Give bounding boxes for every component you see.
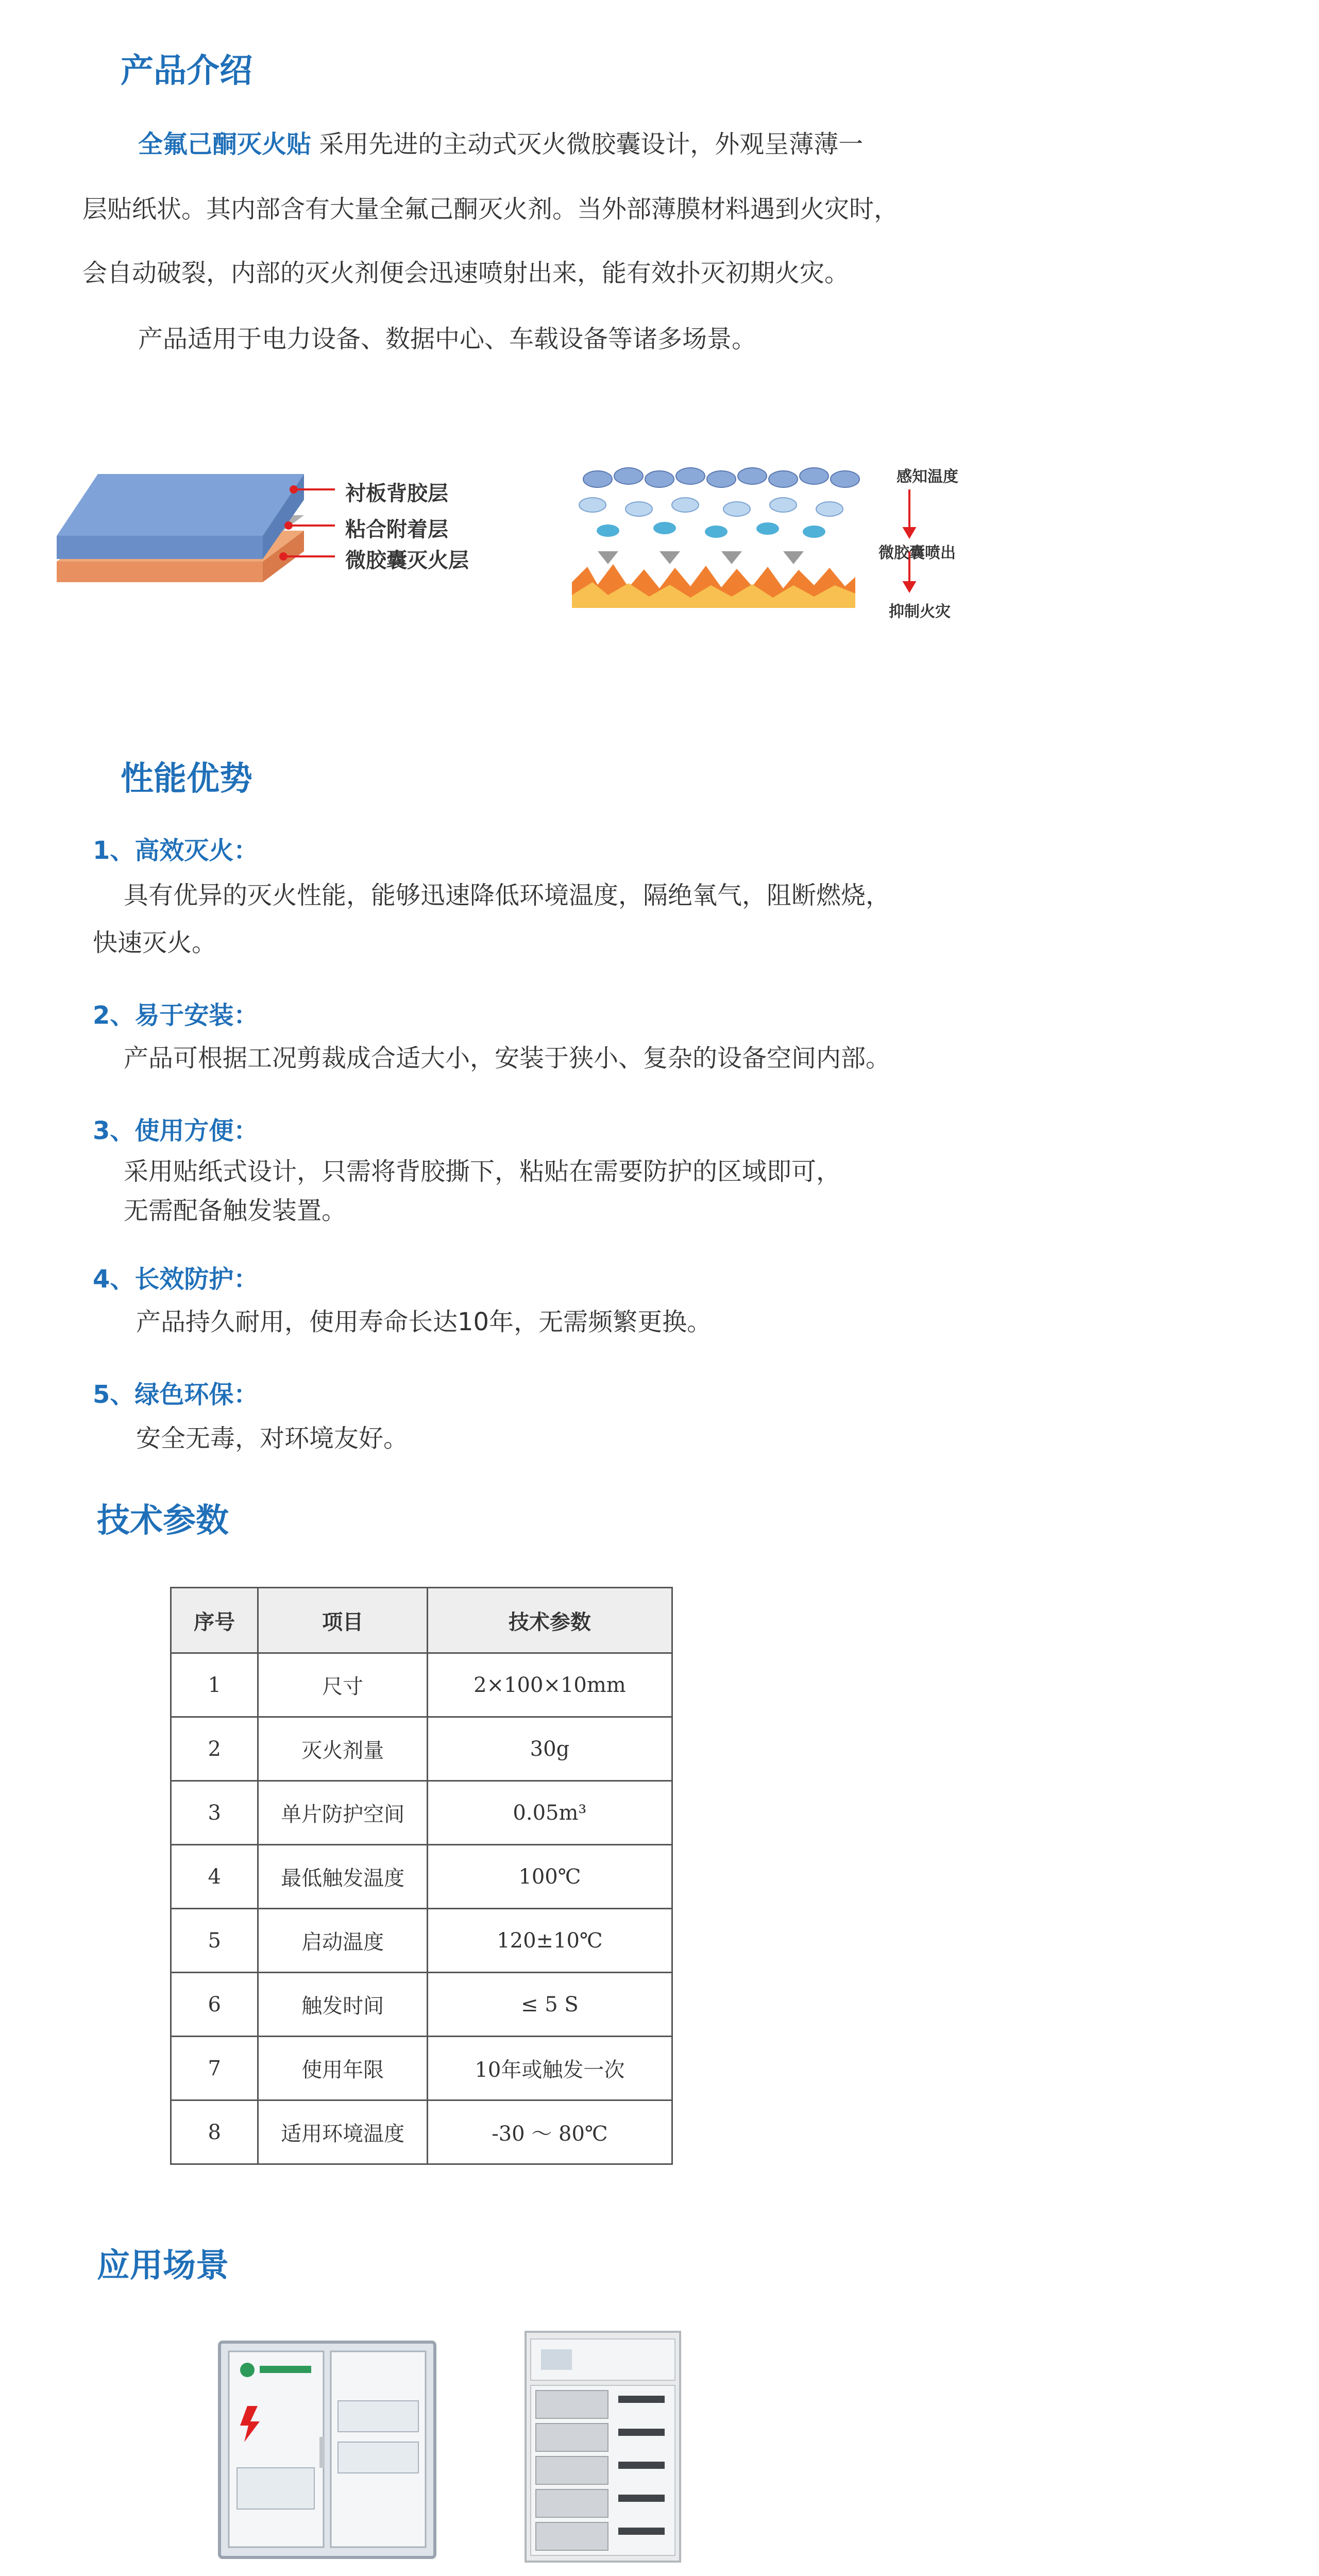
cell-index: 6	[171, 1973, 258, 2037]
cell-value: 100℃	[427, 1845, 672, 1909]
intro-line-2: 层贴纸状。其内部含有大量全氟己酮灭火剂。当外部薄膜材料遇到火灾时，	[82, 195, 899, 224]
intro-line-1-rest: 采用先进的主动式灭火微胶囊设计，外观呈薄薄一	[311, 130, 864, 159]
specs-col-index: 序号	[171, 1588, 258, 1653]
specs-col-value: 技术参数	[427, 1588, 672, 1653]
intro-line-4: 产品适用于电力设备、数据中心、车载设备等诸多场景。	[138, 325, 757, 353]
process-label-3: 抑制火灾	[889, 603, 951, 621]
cell-item: 单片防护空间	[258, 1781, 428, 1845]
cell-index: 5	[171, 1909, 258, 1973]
cell-value: -30 ～ 80℃	[427, 2100, 672, 2164]
intro-line-1	[138, 129, 863, 160]
specs-heading: 技术参数	[97, 1502, 229, 1540]
table-row	[171, 2100, 672, 2164]
layer-structure-diagram	[46, 453, 562, 623]
layer-label-2: 粘合附着层	[345, 518, 448, 541]
cell-value: 0.05m³	[427, 1781, 672, 1845]
cell-value: 30g	[427, 1717, 672, 1781]
advantage-text-2: 产品可根据工况剪裁成合适大小，安装于狭小、复杂的设备空间内部。	[124, 1044, 891, 1073]
cell-item: 启动温度	[258, 1909, 428, 1973]
intro-heading: 产品介绍	[121, 52, 252, 90]
advantage-text-1a: 具有优异的灭火性能，能够迅速降低环境温度，隔绝氧气，阻断燃烧，	[124, 881, 891, 910]
cell-index: 2	[171, 1717, 258, 1781]
cell-value: ≤ 5 S	[427, 1973, 672, 2037]
cell-item: 最低触发温度	[258, 1845, 428, 1909]
table-row	[171, 2037, 672, 2100]
cell-item: 适用环境温度	[258, 2100, 428, 2164]
specs-table	[170, 1587, 673, 2165]
advantage-text-1b: 快速灭火。	[93, 928, 217, 957]
cell-index: 7	[171, 2037, 258, 2100]
advantages-heading: 性能优势	[121, 760, 252, 798]
applications-heading: 应用场景	[97, 2247, 229, 2285]
advantage-text-5: 安全无毒，对环境友好。	[136, 1424, 409, 1453]
advantage-title-1: 1、高效灭火：	[93, 836, 259, 865]
table-row	[171, 1653, 672, 1717]
table-row	[171, 1845, 672, 1909]
process-label-2: 微胶囊喷出	[878, 544, 956, 562]
table-row	[171, 1717, 672, 1781]
advantage-text-4: 产品持久耐用，使用寿命长达10年，无需频繁更换。	[136, 1308, 712, 1336]
cell-value: 10年或触发一次	[427, 2037, 672, 2100]
cell-item: 尺寸	[258, 1653, 428, 1717]
cell-index: 3	[171, 1781, 258, 1845]
layer-label-1: 衬板背胶层	[345, 482, 448, 505]
table-row	[171, 1973, 672, 2037]
switch-cabinet-image	[520, 2329, 685, 2566]
intro-line-3: 会自动破裂，内部的灭火剂便会迅速喷射出来，能有效扑灭初期火灾。	[82, 259, 850, 287]
layer-label-3: 微胶囊灭火层	[345, 549, 469, 572]
product-name: 全氟己酮灭火贴	[138, 130, 312, 159]
table-row	[171, 1781, 672, 1845]
process-label-1: 感知温度	[897, 468, 958, 486]
advantage-title-3: 3、使用方便：	[93, 1116, 259, 1145]
cell-index: 8	[171, 2100, 258, 2164]
cell-value: 2×100×10mm	[427, 1653, 672, 1717]
specs-header-row	[171, 1588, 672, 1653]
specs-col-item: 项目	[258, 1588, 428, 1653]
cell-index: 4	[171, 1845, 258, 1909]
advantage-text-3b: 无需配备触发装置。	[124, 1196, 347, 1225]
cell-item: 触发时间	[258, 1973, 428, 2037]
table-row	[171, 1909, 672, 1973]
advantage-text-3a: 采用贴纸式设计，只需将背胶撕下，粘贴在需要防护的区域即可，	[124, 1157, 841, 1186]
advantage-title-2: 2、易于安装：	[93, 1001, 259, 1030]
advantage-title-4: 4、长效防护：	[93, 1265, 259, 1294]
cell-item: 使用年限	[258, 2037, 428, 2100]
cell-item: 灭火剂量	[258, 1717, 428, 1781]
meter-box-image	[216, 2339, 438, 2561]
microcapsule-process-diagram	[567, 453, 989, 639]
advantage-title-5: 5、绿色环保：	[93, 1380, 259, 1409]
cell-value: 120±10℃	[427, 1909, 672, 1973]
cell-index: 1	[171, 1653, 258, 1717]
